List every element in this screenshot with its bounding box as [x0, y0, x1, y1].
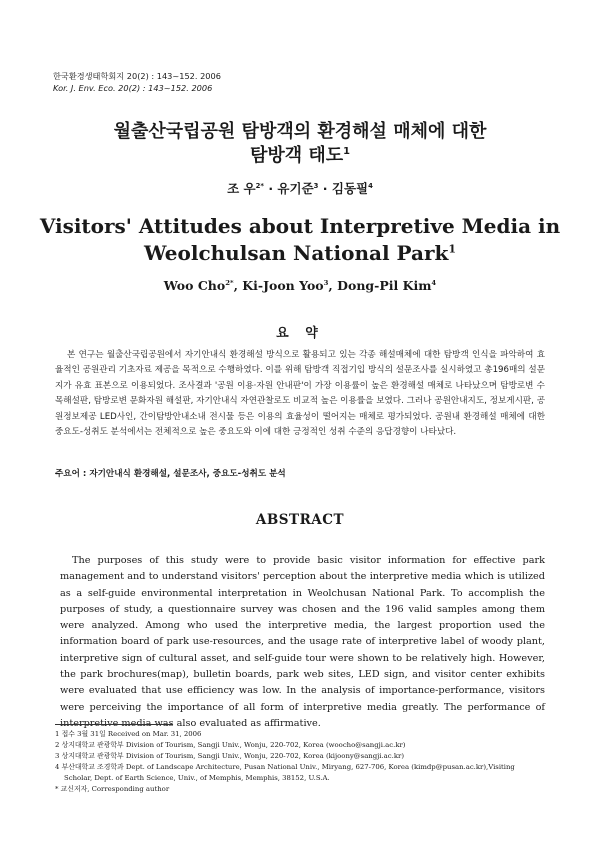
english-title-line2: Weolchulsan National Park$^1$ [143, 241, 457, 265]
author-separator: , [233, 278, 243, 293]
author-ko-2: 유기준 [277, 181, 314, 196]
title-footnote-marker: 1 [343, 146, 351, 157]
author-en-3-marker: 4 [431, 278, 437, 287]
author-ko-2-marker: 3 [313, 181, 319, 190]
footnote-4: 4 부산대학교 조경학과 Dept. of Landscape Architecture, Pusan National Univ., Miryang, 627-706, Korea (kimdp@pusan.ac.kr),Visiting [55, 763, 515, 771]
english-title-footnote-marker: 1 [448, 242, 457, 256]
journal-citation [53, 70, 221, 94]
journal-citation-ko: 한국환경생태학회지 20(2) : 143~152. 2006 [53, 71, 221, 81]
footnote-1: 1 접수 3월 31일 Received on Mar. 31, 2006 [55, 730, 202, 738]
korean-abstract-body: 본 연구는 월출산국립공원에서 자기안내식 환경해설 방식으로 활용되고 있는 각종 해설매체에 대한 탐방객 인식을 파악하여 효율적인 공원관리 기초자료 제공을 목적으로 수행하였다. 이를 위해 탐방객 직접기입 방식의 설문조사를 실시하였고 총196매의 설문지가 유효 표본으로 이용되었다. 조사결과 '공원 이용·자원 안내판'이 가장 이용률이 높은 환경해설 매체로 나타났으며 탐방로변 수목해설판, 탐방로변 문화자원 해설판, 자기안내식 자연관찰로도 비교적 높은 이용률을 보였다. 그러나 공원안내지도, 정보게시판, 공원정보제공 LED사인, 간이탐방안내소내 전시물 등은 이용의 효율성이 떨어지는 매체로 평가되었다. 공원내 환경해설 매체에 대한 중요도-성취도 분석에서는 전체적으로 높은 중요도와 이에 대한 긍정적인 성취 수준의 응답경향이 나타났다. [55, 350, 545, 438]
journal-citation-en: Kor. J. Env. Eco. 20(2) : 143~152. 2006 [53, 83, 213, 93]
keywords: 주요어 : 자기안내식 환경해설, 설문조사, 중요도-성취도 분석 [55, 469, 286, 479]
footnote-2: 2 상지대학교 관광학부 Division of Tourism, Sangji Univ., Wonju, 220-702, Korea (woocho@sangji.ac.kr) [55, 741, 406, 749]
author-en-2: Ki-Joon Yoo [242, 278, 324, 293]
author-separator: , [328, 278, 338, 293]
korean-title-line2: 탐방객 태도$^1$ [249, 145, 351, 166]
english-abstract-body: The purposes of this study were to provide basic visitor information for effective park management and to understand visitors' perception about the interpretive media which is utilized as a self-guide environmental interpretation in Weolchusan National Park. To accomplish the purposes of study, a questionnaire survey was chosen and the 196 valid samples among them were analyzed. Among who used the interpretive media, the largest proportion used the information board of park use-resources, and the usage rate of interpretive label of woody plant, interpretive sign of cultural asset, and self-guide tour were shown to be relatively high. However, the park brochures(map), bulletin boards, park web sites, LED sign, and visitor center exhibits were evaluated that use efficiency was low. In the analysis of importance-performance, visitors were perceiving the importance of all form of interpretive media greatly. The performance of interpretive media was also evaluated as affirmative. [60, 555, 545, 729]
author-ko-3: 김동필 [331, 181, 369, 196]
author-ko-3-marker: 4 [368, 181, 373, 190]
author-ko-1-marker: 2* [255, 181, 264, 190]
author-separator: · [318, 181, 332, 196]
author-en-1-marker: 2* [225, 278, 234, 287]
footnote-corresponding: * 교신저자, Corresponding author [55, 785, 170, 793]
footnote-3: 3 상지대학교 관광학부 Division of Tourism, Sangji Univ., Wonju, 220-702, Korea (kijoony@sangji.ac.kr) [55, 752, 405, 760]
footnote-4-continued: Scholar, Dept. of Earth Science, Univ., of Memphis, Memphis, 38152, U.S.A. [64, 774, 330, 782]
english-title [0, 213, 600, 267]
author-ko-1: 조 우 [227, 181, 256, 196]
english-abstract-heading: ABSTRACT [255, 512, 345, 528]
author-en-1: Woo Cho [163, 278, 226, 293]
author-en-3: Dong-Pil Kim [337, 278, 432, 293]
author-separator: · [263, 181, 278, 196]
korean-title [0, 120, 600, 168]
korean-authors [0, 179, 600, 197]
korean-title-line1: 월출산국립공원 탐방객의 환경해설 매체에 대한 [113, 121, 487, 142]
english-authors [0, 278, 600, 293]
footnote-divider [55, 724, 173, 725]
author-en-2-marker: 3 [323, 278, 329, 287]
footnotes [55, 729, 555, 795]
english-title-line1: Visitors' Attitudes about Interpretive Media in [39, 214, 561, 238]
korean-abstract-heading: 요 약 [276, 326, 324, 341]
